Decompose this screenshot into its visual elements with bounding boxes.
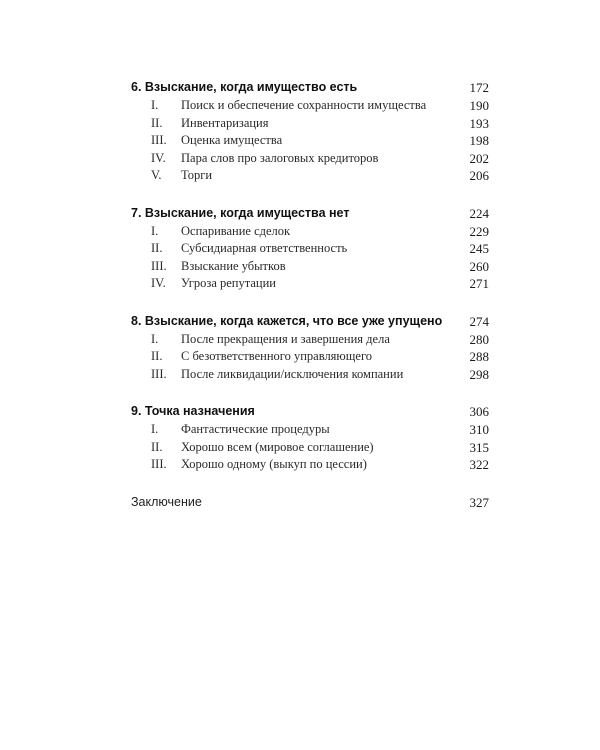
table-of-contents (131, 78, 489, 512)
section-page-number: 315 (469, 439, 489, 455)
section-numeral: III. (151, 366, 167, 381)
chapter-8 (131, 312, 489, 384)
chapter-page-number: 172 (469, 80, 489, 95)
section-row (131, 366, 489, 384)
chapter-heading (131, 78, 489, 97)
conclusion-entry (131, 493, 489, 512)
section-row (131, 348, 489, 366)
section-numeral: III. (151, 133, 167, 147)
section-row (131, 132, 489, 150)
section-page-number: 193 (469, 115, 489, 131)
section-numeral: II. (151, 439, 163, 454)
section-numeral: V. (151, 168, 162, 182)
section-title: Оценка имущества (181, 133, 283, 147)
section-row (131, 115, 489, 133)
section-numeral: I. (151, 422, 159, 436)
section-page-number: 280 (469, 331, 489, 347)
chapter-7 (131, 204, 489, 293)
section-page-number: 288 (469, 349, 489, 364)
section-row (131, 439, 489, 457)
section-title: Инвентаризация (181, 115, 269, 130)
section-numeral: IV. (151, 276, 166, 290)
section-numeral: II. (151, 349, 163, 363)
chapter-heading (131, 204, 489, 223)
section-title: После ликвидации/исключения компании (181, 366, 404, 381)
section-numeral: I. (151, 223, 159, 238)
section-numeral: III. (151, 258, 167, 273)
section-title: Взыскание убытков (181, 258, 286, 273)
section-page-number: 206 (469, 168, 489, 183)
section-row (131, 150, 489, 168)
section-page-number: 202 (469, 150, 489, 166)
section-row (131, 97, 489, 115)
section-row (131, 258, 489, 276)
section-title: Оспаривание сделок (181, 223, 291, 238)
section-title: Угроза репутации (181, 276, 276, 290)
section-title: Хорошо всем (мировое соглашение) (181, 439, 374, 454)
section-row (131, 223, 489, 241)
chapter-heading (131, 312, 489, 331)
section-row (131, 167, 489, 185)
section-page-number: 298 (469, 366, 489, 382)
section-numeral: IV. (151, 150, 166, 165)
chapter-title: 7. Взыскание, когда имущества нет (131, 205, 350, 220)
chapter-heading (131, 402, 489, 421)
section-title: С безответственного управляющего (181, 349, 373, 363)
section-title: Хорошо одному (выкуп по цессии) (181, 457, 367, 471)
chapter-title: 6. Взыскание, когда имущество есть (131, 80, 358, 94)
section-page-number: 310 (469, 422, 489, 437)
conclusion-title: Заключение (131, 494, 202, 509)
chapter-title: 8. Взыскание, когда кажется, что все уже упущено (131, 313, 443, 328)
section-row (131, 240, 489, 258)
chapter-page-number: 274 (469, 313, 489, 329)
section-row (131, 331, 489, 349)
section-page-number: 322 (469, 457, 489, 472)
section-numeral: III. (151, 457, 167, 471)
chapter-9 (131, 402, 489, 474)
section-title: После прекращения и завершения дела (181, 331, 390, 346)
section-page-number: 190 (469, 98, 489, 113)
section-row (131, 456, 489, 474)
chapter-title: 9. Точка назначения (131, 404, 255, 418)
section-title: Пара слов про залоговых кредиторов (181, 150, 379, 165)
section-numeral: I. (151, 331, 159, 346)
section-title: Торги (181, 168, 213, 182)
section-page-number: 271 (469, 276, 489, 291)
section-row (131, 275, 489, 293)
chapter-6 (131, 78, 489, 185)
section-numeral: II. (151, 115, 163, 130)
chapter-page-number: 224 (469, 205, 489, 221)
section-numeral: II. (151, 241, 163, 255)
section-page-number: 260 (469, 258, 489, 274)
section-page-number: 229 (469, 223, 489, 239)
section-title: Фантастические процедуры (181, 422, 330, 436)
section-title: Поиск и обеспечение сохранности имущества (181, 98, 427, 112)
chapter-page-number: 306 (469, 404, 489, 419)
section-page-number: 198 (469, 133, 489, 148)
section-page-number: 245 (469, 241, 489, 256)
section-numeral: I. (151, 98, 159, 112)
section-title: Субсидиарная ответственность (181, 241, 348, 255)
section-row (131, 421, 489, 439)
conclusion-page-number: 327 (469, 494, 489, 510)
